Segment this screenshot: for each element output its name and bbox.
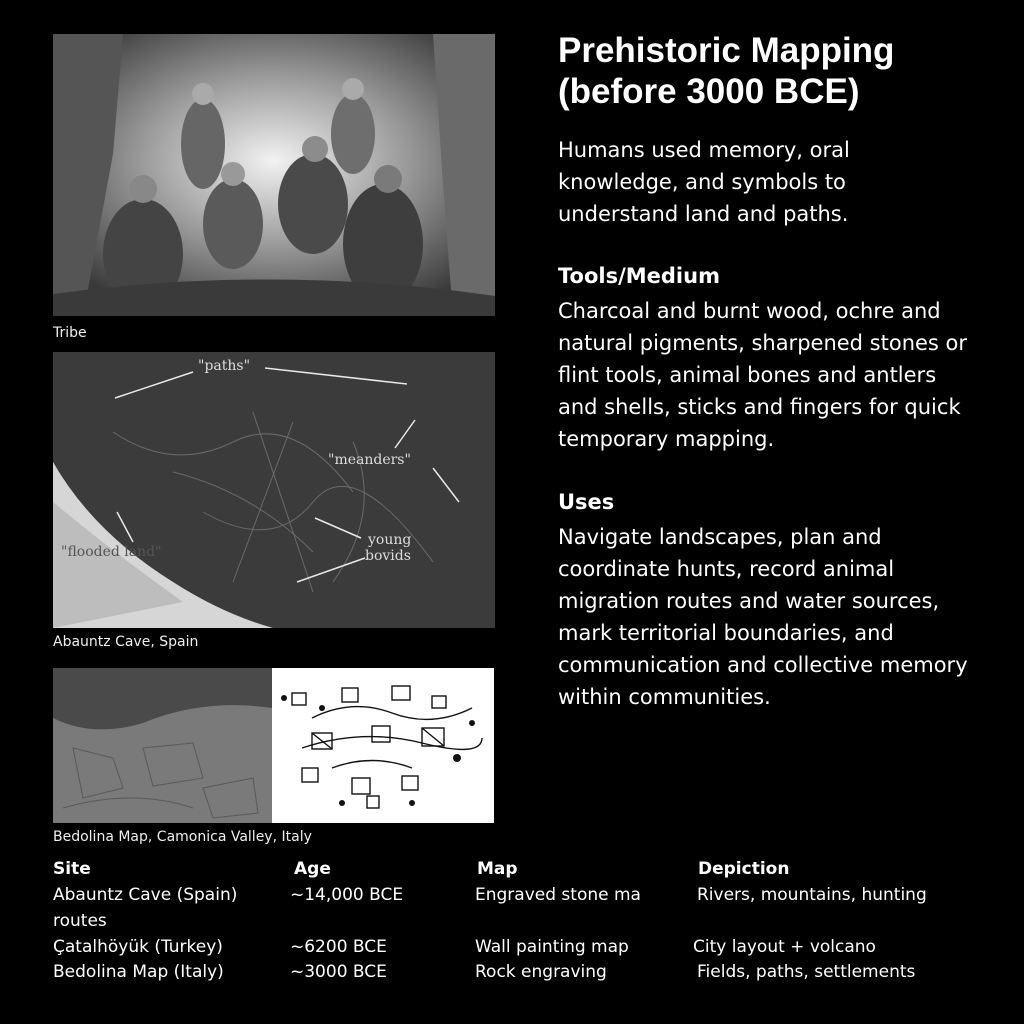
row2-age: ~6200 BCE	[290, 937, 387, 957]
uses-heading: Uses	[558, 490, 615, 514]
meanders-annotation: "meanders"	[328, 452, 411, 468]
row1-map: Engraved stone ma	[475, 885, 641, 905]
row1-age: ~14,000 BCE	[290, 885, 404, 905]
row1-depiction: Rivers, mountains, hunting	[697, 885, 927, 905]
row2-depiction: City layout + volcano	[693, 937, 876, 957]
row3-map: Rock engraving	[475, 962, 607, 982]
row1-site-wrap: routes	[53, 911, 107, 931]
bedolina-map-drawing	[272, 668, 494, 823]
tribe-image	[53, 34, 495, 316]
row3-age: ~3000 BCE	[290, 962, 387, 982]
row3-site: Bedolina Map (Italy)	[53, 962, 224, 982]
row2-site: Çatalhöyük (Turkey)	[53, 937, 223, 957]
tools-heading: Tools/Medium	[558, 264, 720, 288]
header-site: Site	[53, 859, 91, 879]
header-map: Map	[477, 859, 518, 879]
bovids-annotation: bovids	[365, 548, 411, 564]
header-depiction: Depiction	[698, 859, 790, 879]
row3-depiction: Fields, paths, settlements	[697, 962, 916, 982]
abauntz-cave-caption: Abauntz Cave, Spain	[53, 634, 199, 650]
bedolina-caption: Bedolina Map, Camonica Valley, Italy	[53, 829, 312, 845]
tribe-caption: Tribe	[53, 325, 87, 341]
paths-annotation: "paths"	[198, 358, 251, 374]
young-annotation: young	[368, 532, 412, 548]
row2-map: Wall painting map	[475, 937, 629, 957]
row1-site: Abauntz Cave (Spain)	[53, 885, 238, 905]
uses-text: Navigate landscapes, plan and coordinate hunts, record animal migration routes and water sources, mark territorial boundaries, and communication and collective memory within communities.	[558, 525, 968, 709]
bedolina-rock-photo	[53, 668, 272, 823]
flooded-land-annotation: "flooded land"	[61, 544, 162, 560]
header-age: Age	[294, 859, 331, 879]
abauntz-cave-image	[53, 352, 495, 628]
intro-text: Humans used memory, oral knowledge, and symbols to understand land and paths.	[558, 138, 850, 226]
tools-text: Charcoal and burnt wood, ochre and natural pigments, sharpened stones or flint tools, animal bones and antlers and shells, sticks and fingers for quick temporary mapping.	[558, 299, 968, 451]
page-title: Prehistoric Mapping (before 3000 BCE)	[558, 31, 895, 111]
